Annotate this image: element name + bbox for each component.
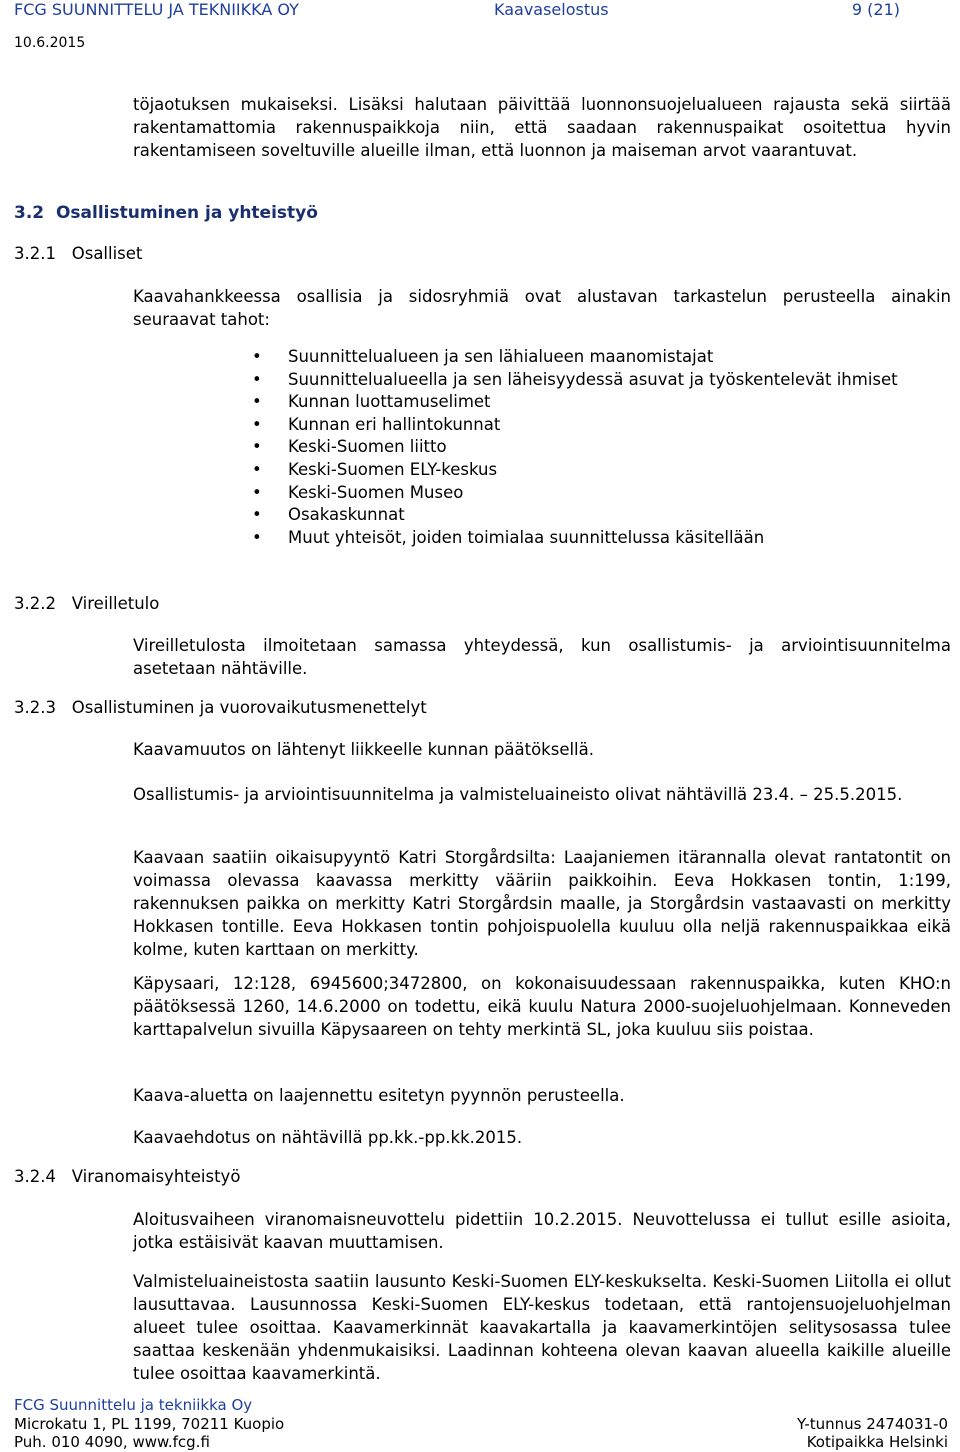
list-item: • Suunnittelualueen ja sen lähialueen maanomistajat <box>252 346 952 369</box>
paragraph: Kaavaan saatiin oikaisupyyntö Katri Storgårdsilta: Laajaniemen itärannalla olevat rantatontit on voimassa olevassa kaavassa merkitty vääriin paikkoihin. Eeva Hokkasen tontin, 1:199, rakennuksen paikka on merkitty Katri Storgårdsin maalle, ja Storgårdsin vastaavasti on merkitty Hokkasen tontille. Eeva Hokkasen tontin pohjoispuolella kuuluu olla neljä rakennuspaikkaa eikä kolme, kuten karttaan on merkitty. <box>133 848 951 959</box>
section-number: 3.2.4 <box>14 1167 56 1186</box>
list-item: • Kunnan luottamuselimet <box>252 391 952 414</box>
section-heading-3-2-4 <box>14 1167 240 1186</box>
list-item: • Keski-Suomen Museo <box>252 482 952 505</box>
header-page-number: 9 (21) <box>851 0 900 19</box>
osalliset-intro: Kaavahankkeessa osallisia ja sidosryhmiä ovat alustavan tarkastelun perusteella ainakin seuraavat tahot: <box>133 287 951 329</box>
list-item: • Muut yhteisöt, joiden toimialaa suunnittelussa käsitellään <box>252 527 952 550</box>
paragraph: Kaava-aluetta on laajennettu esitetyn pyynnön perusteella. <box>133 1086 625 1105</box>
paragraph: Osallistumis- ja arviointisuunnitelma ja valmisteluaineisto olivat nähtävillä 23.4. – 25.5.2015. <box>133 785 903 804</box>
intro-paragraph: töjaotuksen mukaiseksi. Lisäksi halutaan päivittää luonnonsuojelualueen rajausta sekä siirtää rakentamattomia rakennuspaikkoja niin, että saadaan rakennuspaikat osoitettua hyvin rakentamiseen soveltuville alueille ilman, että luonnon ja maiseman arvot vaarantuvat. <box>133 95 951 160</box>
header-company: FCG SUUNNITTELU JA TEKNIIKKA OY <box>14 0 299 19</box>
list-item: • Osakaskunnat <box>252 504 952 527</box>
section-number: 3.2.2 <box>14 594 56 613</box>
paragraph: Valmisteluaineistosta saatiin lausunto Keski-Suomen ELY-keskukselta. Keski-Suomen Liitolla ei ollut lausuttavaa. Lausunnossa Keski-Suomen ELY-keskus todetaan, että rantojensuojeluohjelman alueet tulee osoittaa. Kaavamerkinnät kaavakartalla ja kaavamerkintöjen selitysosassa tulee saattaa keskenään yhdenmukaisiksi. Laadinnan kohteena olevan kaavan alueella kaikille alueille tulee osoittaa kaavamerkintä. <box>133 1272 951 1383</box>
vireilletulo-text: Vireilletulosta ilmoitetaan samassa yhteydessä, kun osallistumis- ja arviointisuunnitelma asetetaan nähtäville. <box>133 636 951 678</box>
section-title: Vireilletulo <box>71 594 160 613</box>
paragraph: Kaavaehdotus on nähtävillä pp.kk.-pp.kk.2015. <box>133 1128 523 1147</box>
paragraph: Käpysaari, 12:128, 6945600;3472800, on kokonaisuudessaan rakennuspaikka, kuten KHO:n päätöksessä 1260, 14.6.2000 on todettu, eikä kuulu Natura 2000-suojeluohjelmaan. Konneveden karttapalvelun sivuilla Käpysaareen on tehty merkintä SL, joka kuuluu siis poistaa. <box>133 974 951 1039</box>
paragraph: Aloitusvaiheen viranomaisneuvottelu pidettiin 10.2.2015. Neuvottelussa ei tullut esille asioita, jotka estäisivät kaavan muuttamisen. <box>133 1210 951 1252</box>
list-item: • Kunnan eri hallintokunnat <box>252 414 952 437</box>
footer-company: FCG Suunnittelu ja tekniikka Oy <box>14 1396 253 1414</box>
footer-row <box>14 1415 948 1434</box>
list-item: • Keski-Suomen ELY-keskus <box>252 459 952 482</box>
paragraph: Kaavamuutos on lähtenyt liikkeelle kunnan päätöksellä. <box>133 740 594 759</box>
section-heading-3-2 <box>14 203 318 223</box>
page-header <box>14 0 954 54</box>
footer-business-id: Y-tunnus 2474031-0 <box>796 1414 948 1433</box>
header-date: 10.6.2015 <box>14 35 86 51</box>
page-footer <box>14 1396 948 1452</box>
header-doc-type: Kaavaselostus <box>494 0 609 19</box>
section-heading-3-2-1 <box>14 244 142 263</box>
list-item: • Suunnittelualueella ja sen läheisyydessä asuvat ja työskentelevät ihmiset <box>252 369 952 392</box>
section-title: Viranomaisyhteistyö <box>71 1167 241 1186</box>
section-number: 3.2.3 <box>14 698 56 717</box>
footer-domicile: Kotipaikka Helsinki <box>806 1433 948 1451</box>
section-title: Osallistuminen ja yhteistyö <box>55 203 318 223</box>
footer-contact: Puh. 010 4090, www.fcg.fi <box>14 1433 210 1451</box>
section-number: 3.2 <box>14 203 45 223</box>
section-heading-3-2-2 <box>14 594 159 613</box>
footer-address: Microkatu 1, PL 1199, 70211 Kuopio <box>14 1414 285 1433</box>
osalliset-list <box>252 346 952 549</box>
section-heading-3-2-3 <box>14 698 427 717</box>
footer-row <box>14 1433 948 1452</box>
section-number: 3.2.1 <box>14 244 56 263</box>
section-title: Osalliset <box>71 244 143 263</box>
section-title: Osallistuminen ja vuorovaikutusmenettelyt <box>71 698 427 717</box>
list-item: • Keski-Suomen liitto <box>252 436 952 459</box>
